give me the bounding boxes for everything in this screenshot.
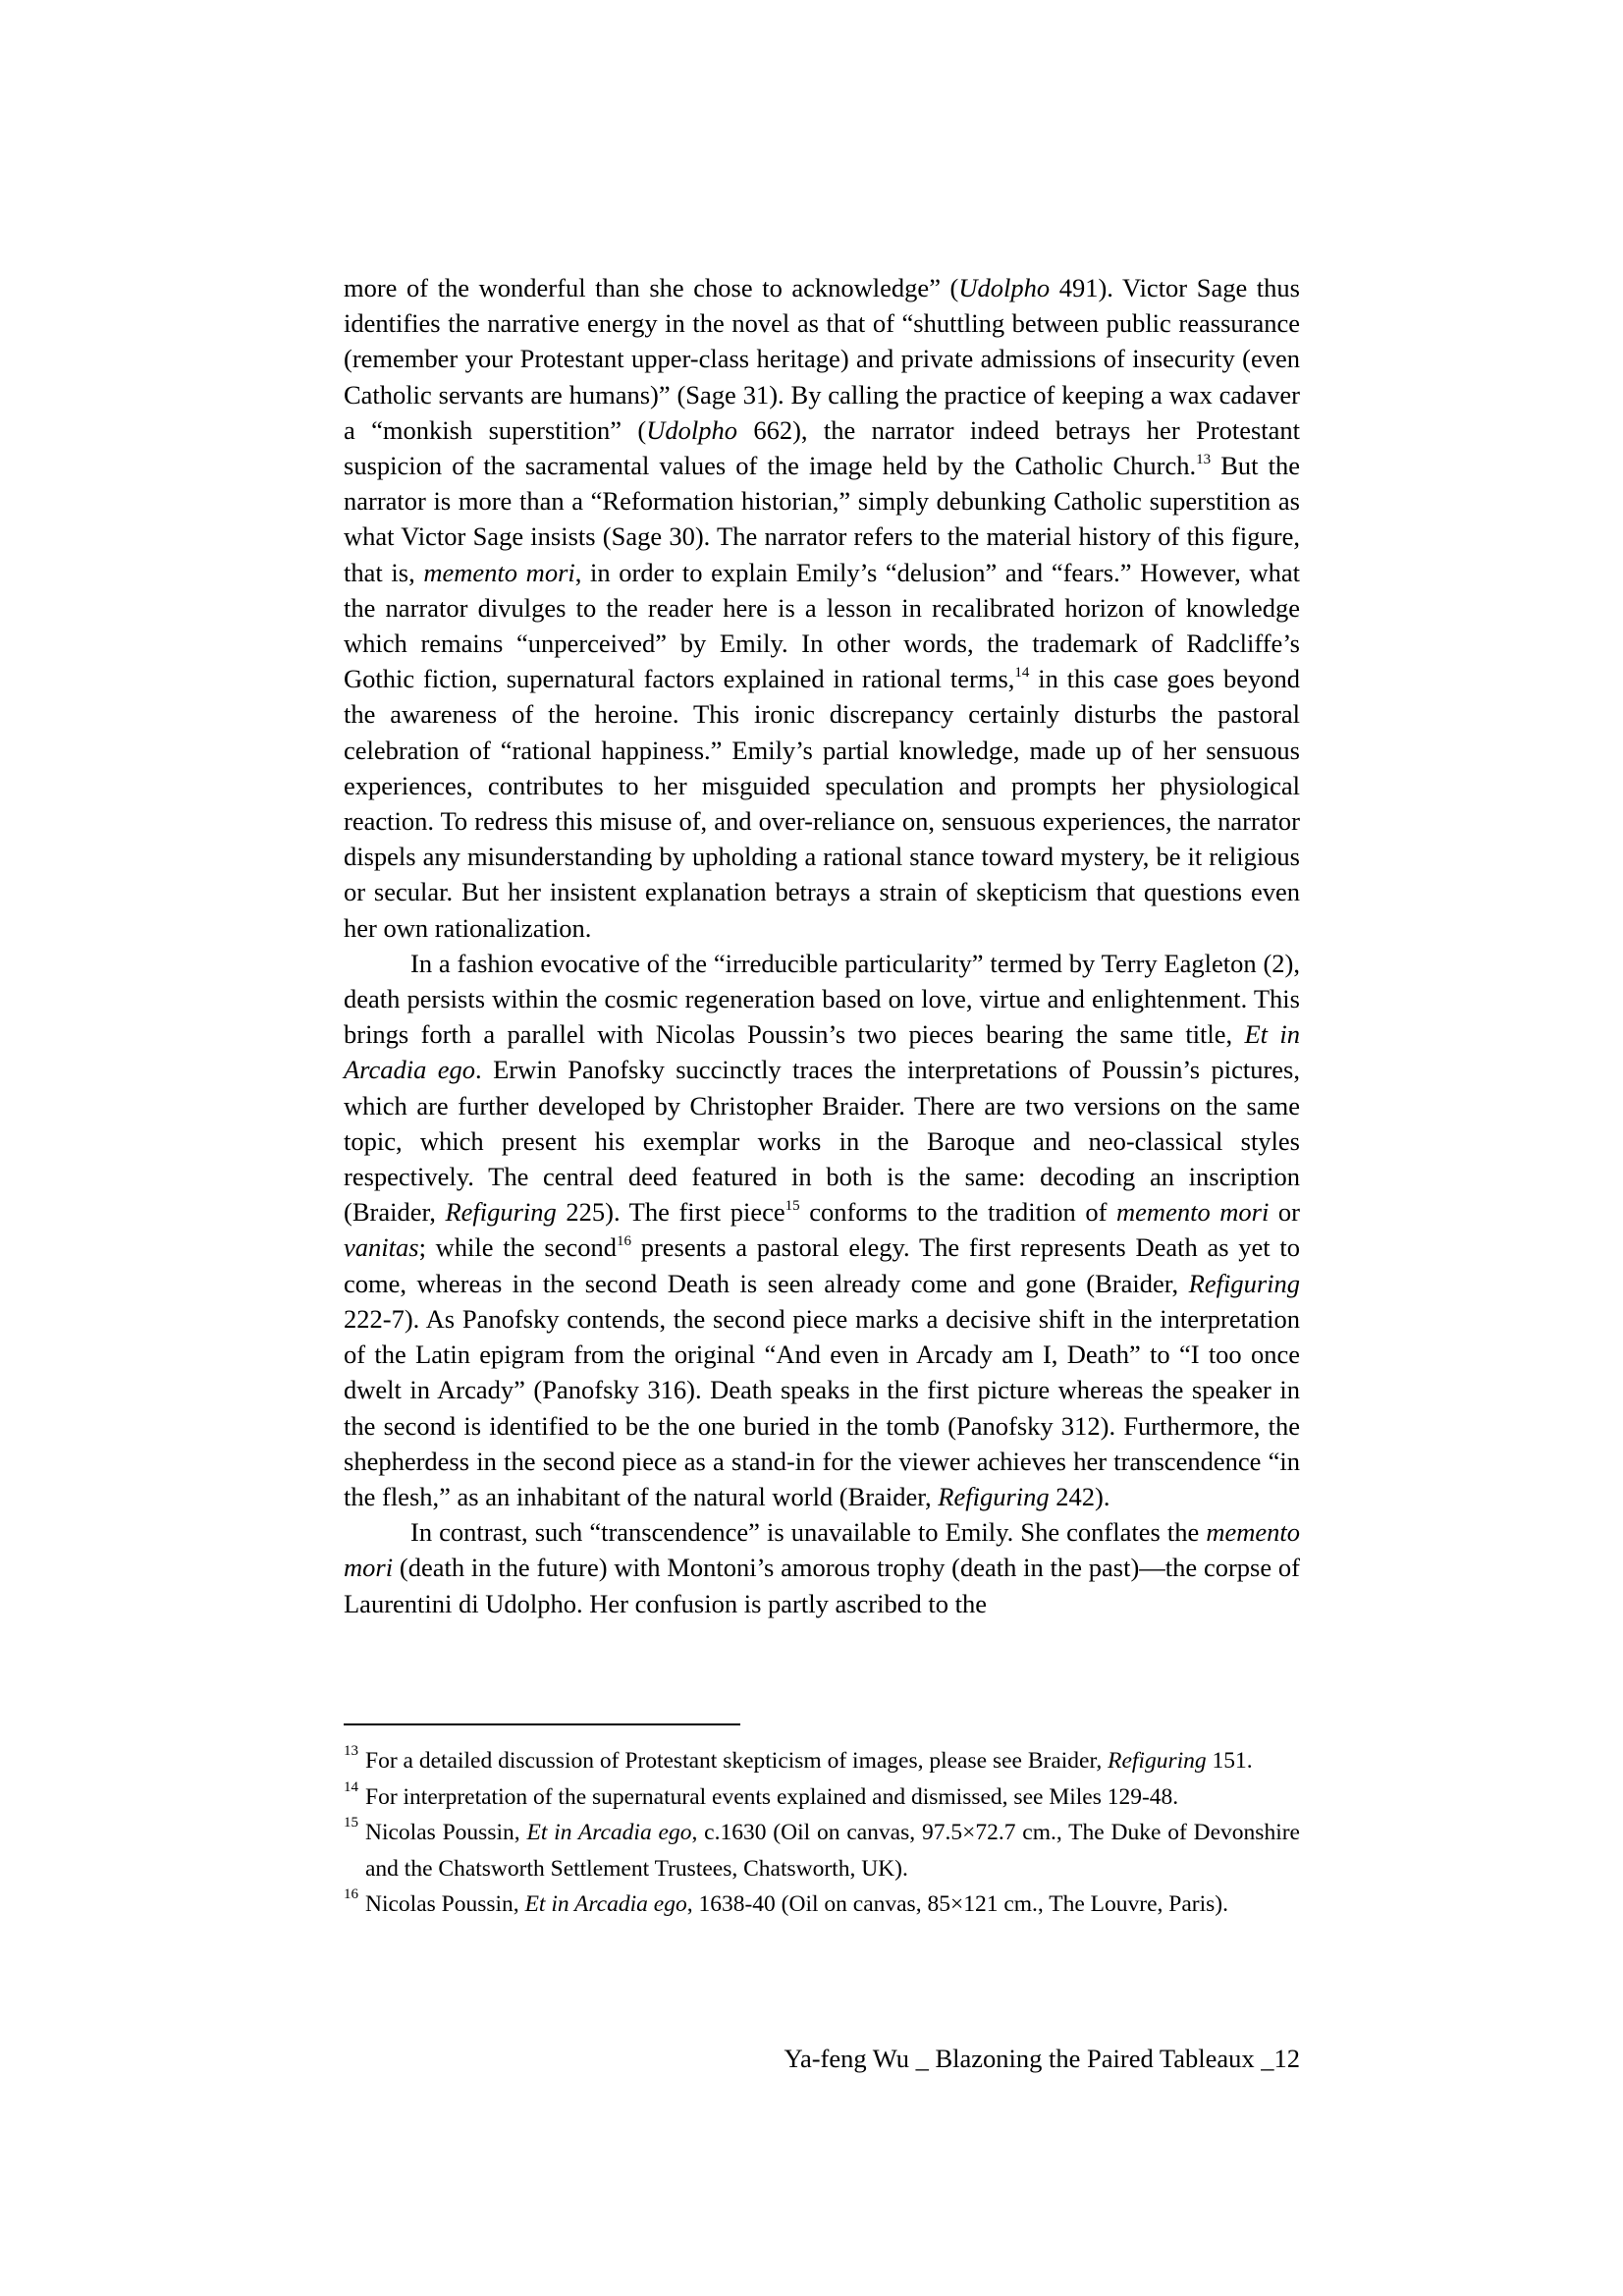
footnote-text: [365, 1748, 1253, 1774]
text-run: In contrast, such “transcendence” is unavailable to Emily. She conflates the: [410, 1517, 1207, 1548]
text-run: , 1638-40 (Oil on canvas, 85×121 cm., The Louvre, Paris).: [686, 1891, 1228, 1917]
footnote: [344, 1886, 1300, 1923]
body-text: [344, 270, 1300, 1621]
footnote-text: [365, 1820, 1300, 1882]
italic-text: Udolpho: [958, 273, 1051, 302]
text-run: For a detailed discussion of Protestant skepticism of images, please see Braider,: [365, 1748, 1109, 1774]
italic-text: Refiguring: [445, 1197, 557, 1228]
text-run: in this case goes beyond the awareness of the heroine. This ironic discrepancy certainly disturbs the pastoral celebration of “rational happiness.” Emily’s partial knowledge, made up of her sensuous experiences, contributes to her misguided speculation and prompts her physiological reaction. To redress this misuse of, and over-reliance on, sensuous experiences, the narrator dispels any misunderstanding by upholding a rational stance toward mystery, be it religious or secular. But her insistent explanation betrays a strain of skepticism that questions even her own rationalization.: [344, 664, 1300, 943]
text-run: presents a pastoral elegy. The first represents Death as yet to come, whereas in the second Death is seen already come and gone (Braider,: [344, 1232, 1300, 1298]
footnote-text: [365, 1891, 1228, 1917]
paragraph: [344, 1514, 1300, 1621]
italic-text: Refiguring: [1188, 1268, 1300, 1298]
text-run: ; while the second: [418, 1232, 617, 1263]
italic-text: memento mori: [423, 557, 575, 587]
paragraph: [344, 270, 1300, 946]
running-footer: Ya-feng Wu _ Blazoning the Paired Tableaux _12: [784, 2044, 1300, 2073]
italic-text: Et in Arcadia ego: [524, 1891, 687, 1917]
italic-text: memento mori: [344, 1517, 1300, 1583]
footnote-number: 13: [344, 1743, 358, 1759]
italic-text: Refiguring: [938, 1481, 1050, 1511]
text-run: , c.1630 (Oil on canvas, 97.5×72.7 cm., The Duke of Devonshire and the Chatsworth Settlement Trustees, Chatsworth, UK).: [365, 1820, 1300, 1882]
footnote-number: 16: [344, 1886, 358, 1902]
footnote-number: 15: [344, 1815, 358, 1831]
footnote-reference: 14: [1014, 665, 1030, 682]
italic-text: Udolpho: [646, 414, 737, 445]
footnote: [344, 1743, 1300, 1779]
footnotes: [344, 1743, 1300, 1923]
italic-text: vanitas: [344, 1232, 419, 1263]
italic-text: memento mori: [1116, 1197, 1270, 1228]
footnote-text: [365, 1784, 1178, 1810]
footnote: [344, 1815, 1300, 1886]
footnote-reference: 15: [784, 1198, 800, 1215]
text-run: Nicolas Poussin,: [365, 1891, 525, 1917]
italic-text: Et in Arcadia ego: [526, 1820, 692, 1845]
italic-text: Refiguring: [1108, 1748, 1207, 1774]
text-run: Nicolas Poussin,: [365, 1820, 527, 1845]
text-run: In a fashion evocative of the “irreducible particularity” termed by Terry Eagleton (2), death persists within the cosmic regeneration based on love, virtue and enlightenment. This brings forth a parallel with Nicolas Poussin’s two pieces bearing the same title,: [344, 948, 1300, 1050]
text-run: For interpretation of the supernatural events explained and dismissed, see Miles 129-48.: [365, 1783, 1179, 1810]
text-run: . Erwin Panofsky succinctly traces the interpretations of Poussin’s pictures, which are further developed by Christopher Braider. There are two versions on the same topic, which present his exemplar works in the Baroque and neo-classical styles respectively. The central deed featured in both is the same: decoding an inscription (Braider,: [344, 1055, 1300, 1228]
text-run: 222-7). As Panofsky contends, the second piece marks a decisive shift in the interpretation of the Latin epigram from the original “And even in Arcady am I, Death” to “I too once dwelt in Arcady” (Panofsky 316). Death speaks in the first picture whereas the speaker in the second is identified to be the one buried in the tomb (Panofsky 312). Furthermore, the shepherdess in the second piece as a stand-in for the viewer achieves her transcendence “in the flesh,” as an inhabitant of the natural world (Braider,: [344, 1303, 1300, 1511]
footnote-separator: [344, 1723, 740, 1725]
text-run: But the narrator is more than a “Reformation historian,” simply debunking Catholic superstition as what Victor Sage insists (Sage 30). The narrator refers to the material history of this figure, that is,: [344, 451, 1300, 587]
text-run: 491). Victor Sage thus identifies the narrative energy in the novel as that of “shuttling between public reassurance (remember your Protestant upper-class heritage) and private admissions of insecurity (even Catholic servants are humans)” (Sage 31). By calling the practice of keeping a wax cadaver a “monkish superstition” (: [344, 273, 1300, 445]
footnote-number: 14: [344, 1778, 358, 1795]
text-run: (death in the future) with Montoni’s amorous trophy (death in the past)—the corpse of Laurentini di Udolpho. Her confusion is partly ascribed to the: [344, 1553, 1300, 1618]
text-run: 151.: [1206, 1748, 1253, 1774]
text-run: 225). The first piece: [556, 1197, 785, 1228]
text-run: , in order to explain Emily’s “delusion” and “fears.” However, what the narrator divulges to the reader here is a lesson in recalibrated horizon of knowledge which remains “unperceived” by Emily. In other words, the trademark of Radcliffe’s Gothic fiction, supernatural factors explained in rational terms,: [344, 557, 1300, 694]
footnote-reference: 16: [616, 1233, 631, 1250]
footnote: [344, 1779, 1300, 1816]
footnote-reference: 13: [1196, 452, 1212, 468]
italic-text: Et in Arcadia ego: [344, 1019, 1300, 1085]
text-run: 662), the narrator indeed betrays her Protestant suspicion of the sacramental values of the image held by the Catholic Church.: [344, 414, 1301, 481]
text-run: 242).: [1049, 1481, 1110, 1511]
paragraph: [344, 946, 1300, 1514]
text-run: more of the wonderful than she chose to acknowledge” (: [344, 273, 959, 302]
text-run: or: [1269, 1197, 1300, 1228]
text-run: conforms to the tradition of: [799, 1197, 1117, 1228]
